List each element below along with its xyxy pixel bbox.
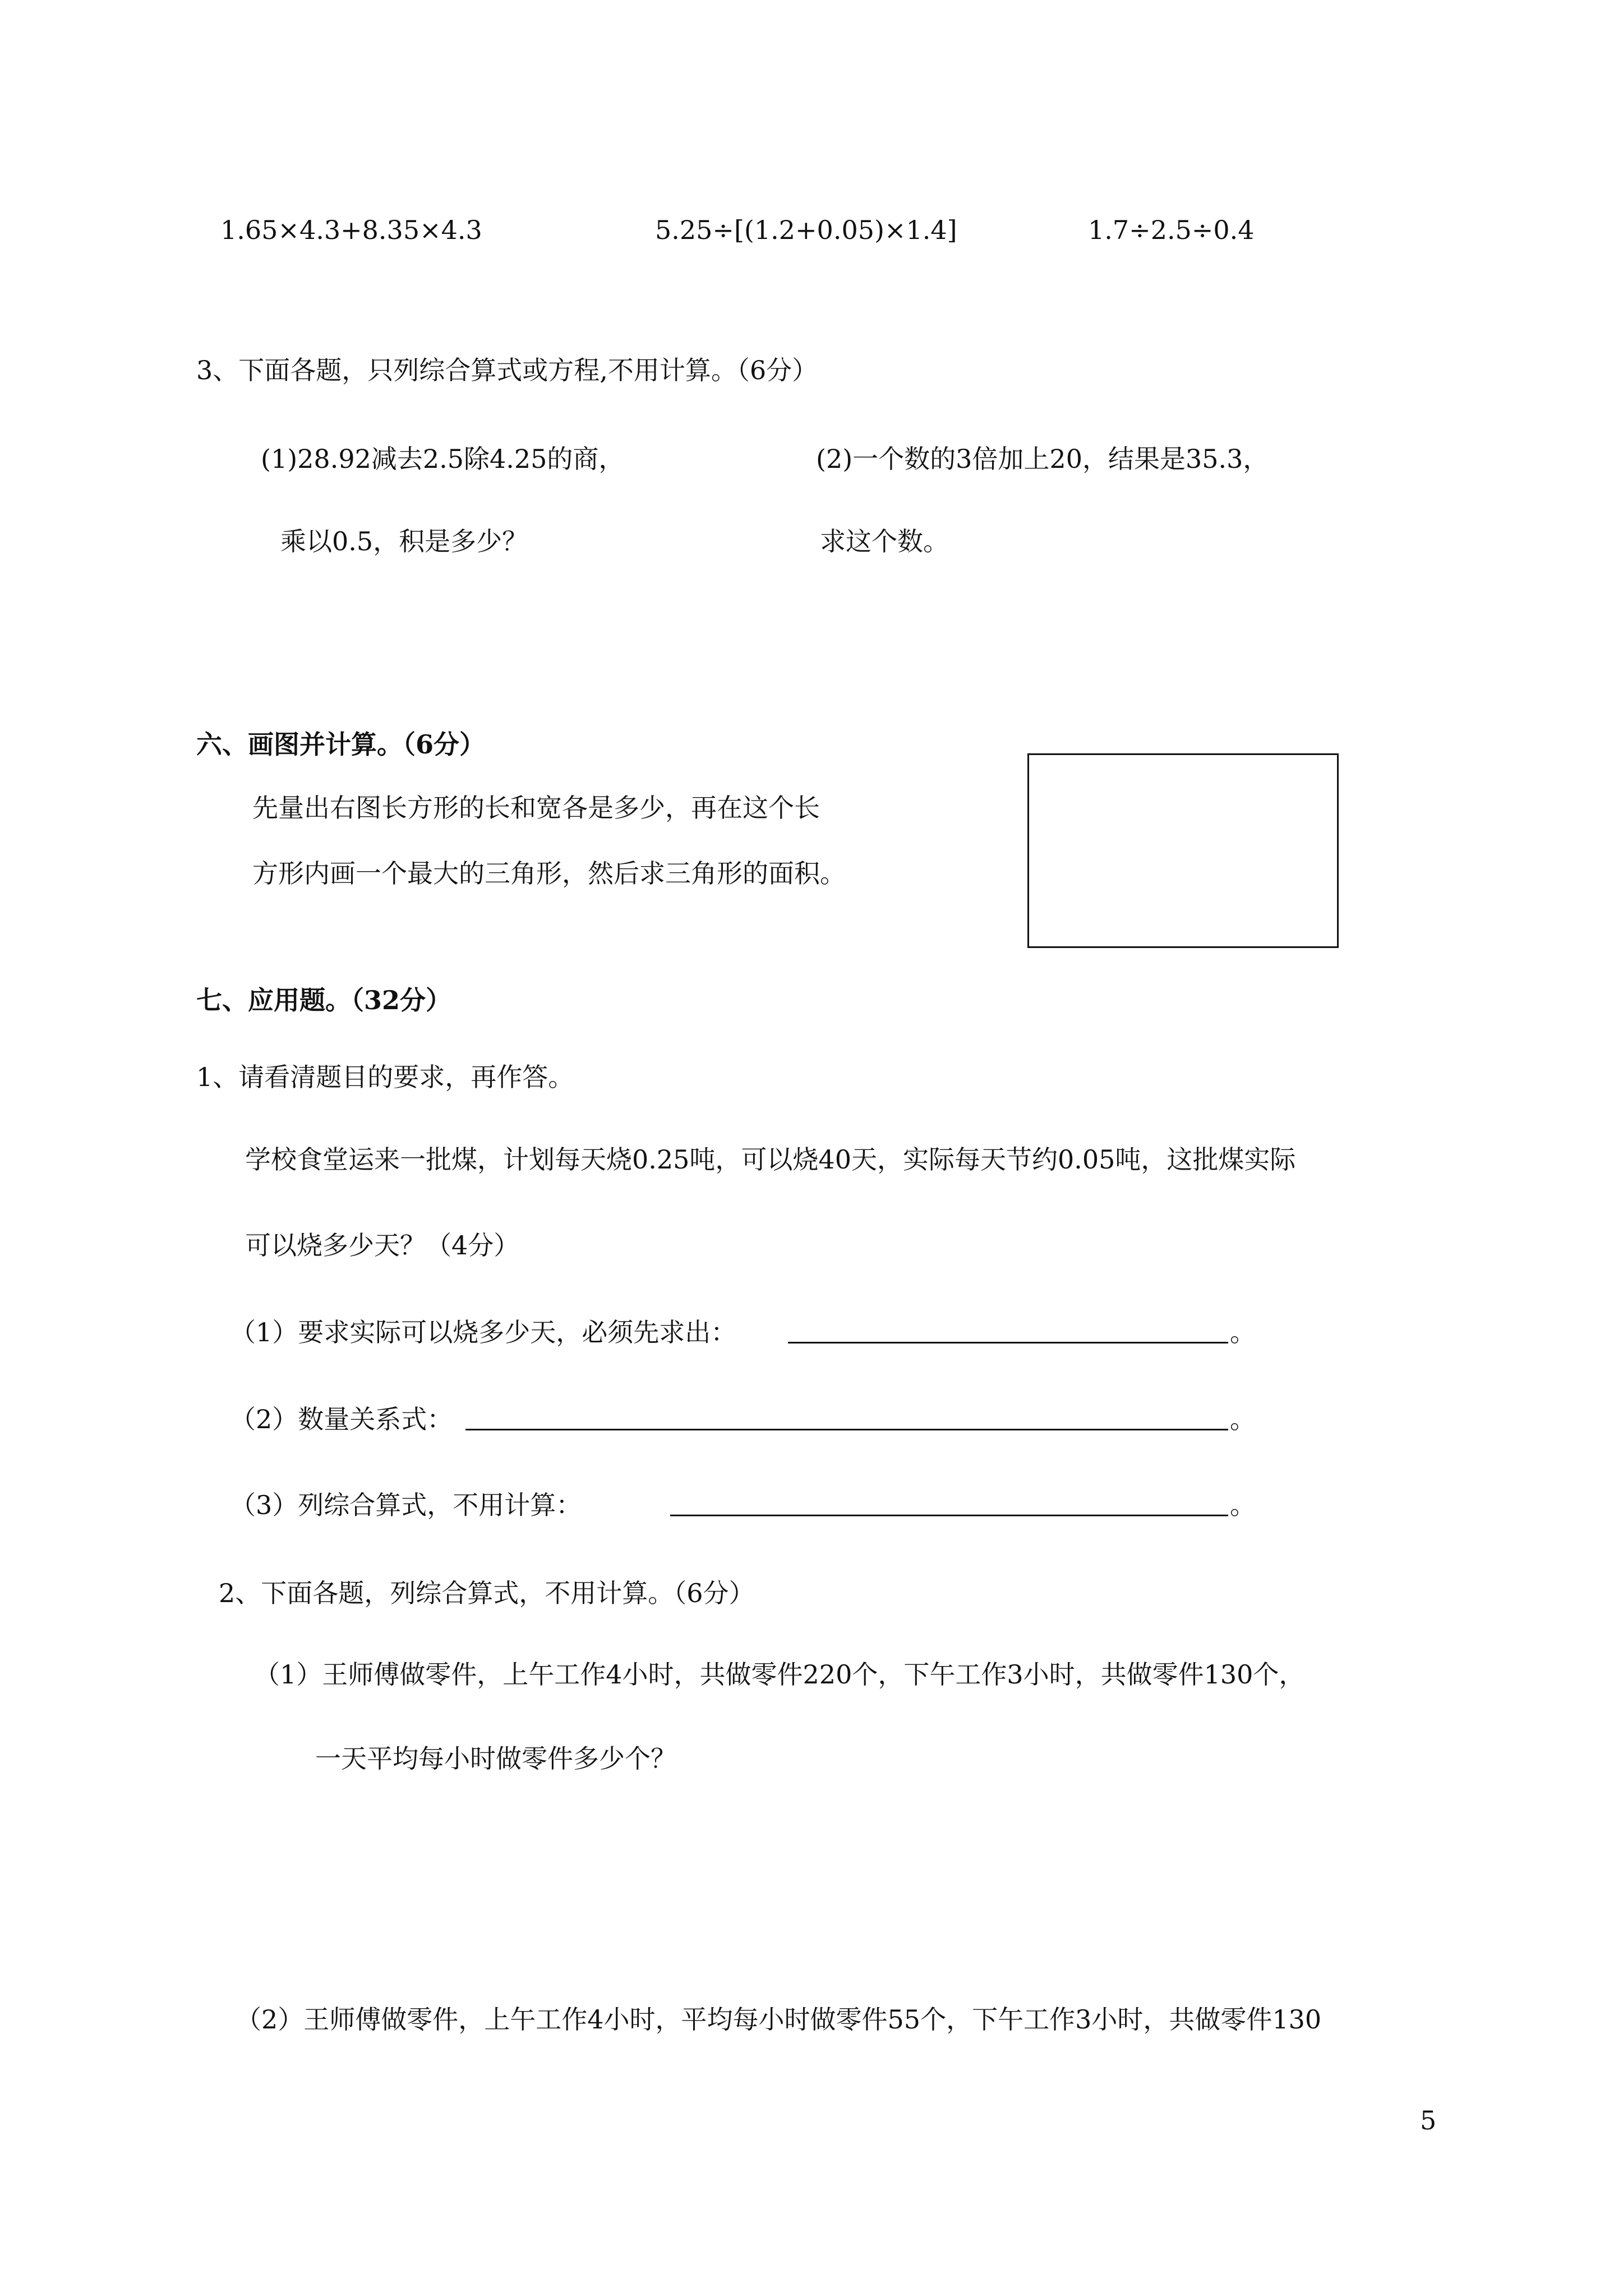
section7-q1-text-line1: 学校食堂运来一批煤，计划每天烧0.25吨，可以烧40天，实际每天节约0.05吨，这批煤实际 xyxy=(245,1144,1296,1175)
sub1-end-mark: 。 xyxy=(1230,1317,1256,1347)
answer-line-1[interactable] xyxy=(788,1342,1228,1343)
calc-expr-1: 1.65×4.3+8.35×4.3 xyxy=(220,215,482,245)
calc-expr-3: 1.7÷2.5÷0.4 xyxy=(1088,215,1255,245)
section7-q2-item1-line2: 一天平均每小时做零件多少个？ xyxy=(315,1743,676,1774)
section6-line1: 先量出右图长方形的长和宽各是多少，再在这个长 xyxy=(252,793,820,823)
answer-line-3[interactable] xyxy=(670,1515,1228,1516)
section7-q1-text-line2: 可以烧多少天？（4分） xyxy=(245,1230,520,1260)
page-number: 5 xyxy=(1420,2105,1437,2136)
section7-q1-sub2: （2）数量关系式： xyxy=(230,1404,453,1434)
q3-item1-line1: (1)28.92减去2.5除4.25的商， xyxy=(261,444,625,474)
section7-q1-heading: 1、请看清题目的要求，再作答。 xyxy=(196,1062,574,1092)
sub2-end-mark: 。 xyxy=(1230,1404,1256,1434)
measure-rectangle xyxy=(1027,753,1339,948)
answer-line-2[interactable] xyxy=(465,1429,1228,1430)
q3-item2-line1: (2)一个数的3倍加上20，结果是35.3， xyxy=(816,444,1269,474)
section7-heading: 七、应用题。（32分） xyxy=(196,985,452,1015)
q3-heading: 3、下面各题，只列综合算式或方程,不用计算。（6分） xyxy=(196,355,818,385)
section7-q1-sub3: （3）列综合算式，不用计算： xyxy=(230,1490,582,1520)
q3-item2-line2: 求这个数。 xyxy=(820,526,949,556)
section6-line2: 方形内画一个最大的三角形，然后求三角形的面积。 xyxy=(252,858,846,889)
section7-q1-sub1: （1）要求实际可以烧多少天，必须先求出： xyxy=(230,1317,737,1347)
sub3-end-mark: 。 xyxy=(1230,1490,1256,1520)
section7-q2-item2-line1: （2）王师傅做零件，上午工作4小时，平均每小时做零件55个，下午工作3小时，共做零件130 xyxy=(236,2004,1322,2035)
section6-heading: 六、画图并计算。（6分） xyxy=(196,729,486,760)
calc-expr-2: 5.25÷[(1.2+0.05)×1.4] xyxy=(655,215,957,245)
section7-q2-item1-line1: （1）王师傅做零件，上午工作4小时，共做零件220个，下午工作3小时，共做零件130个， xyxy=(254,1659,1305,1690)
q3-item1-line2: 乘以0.5，积是多少？ xyxy=(280,526,528,556)
section7-q2-heading: 2、下面各题，列综合算式，不用计算。（6分） xyxy=(219,1578,755,1608)
